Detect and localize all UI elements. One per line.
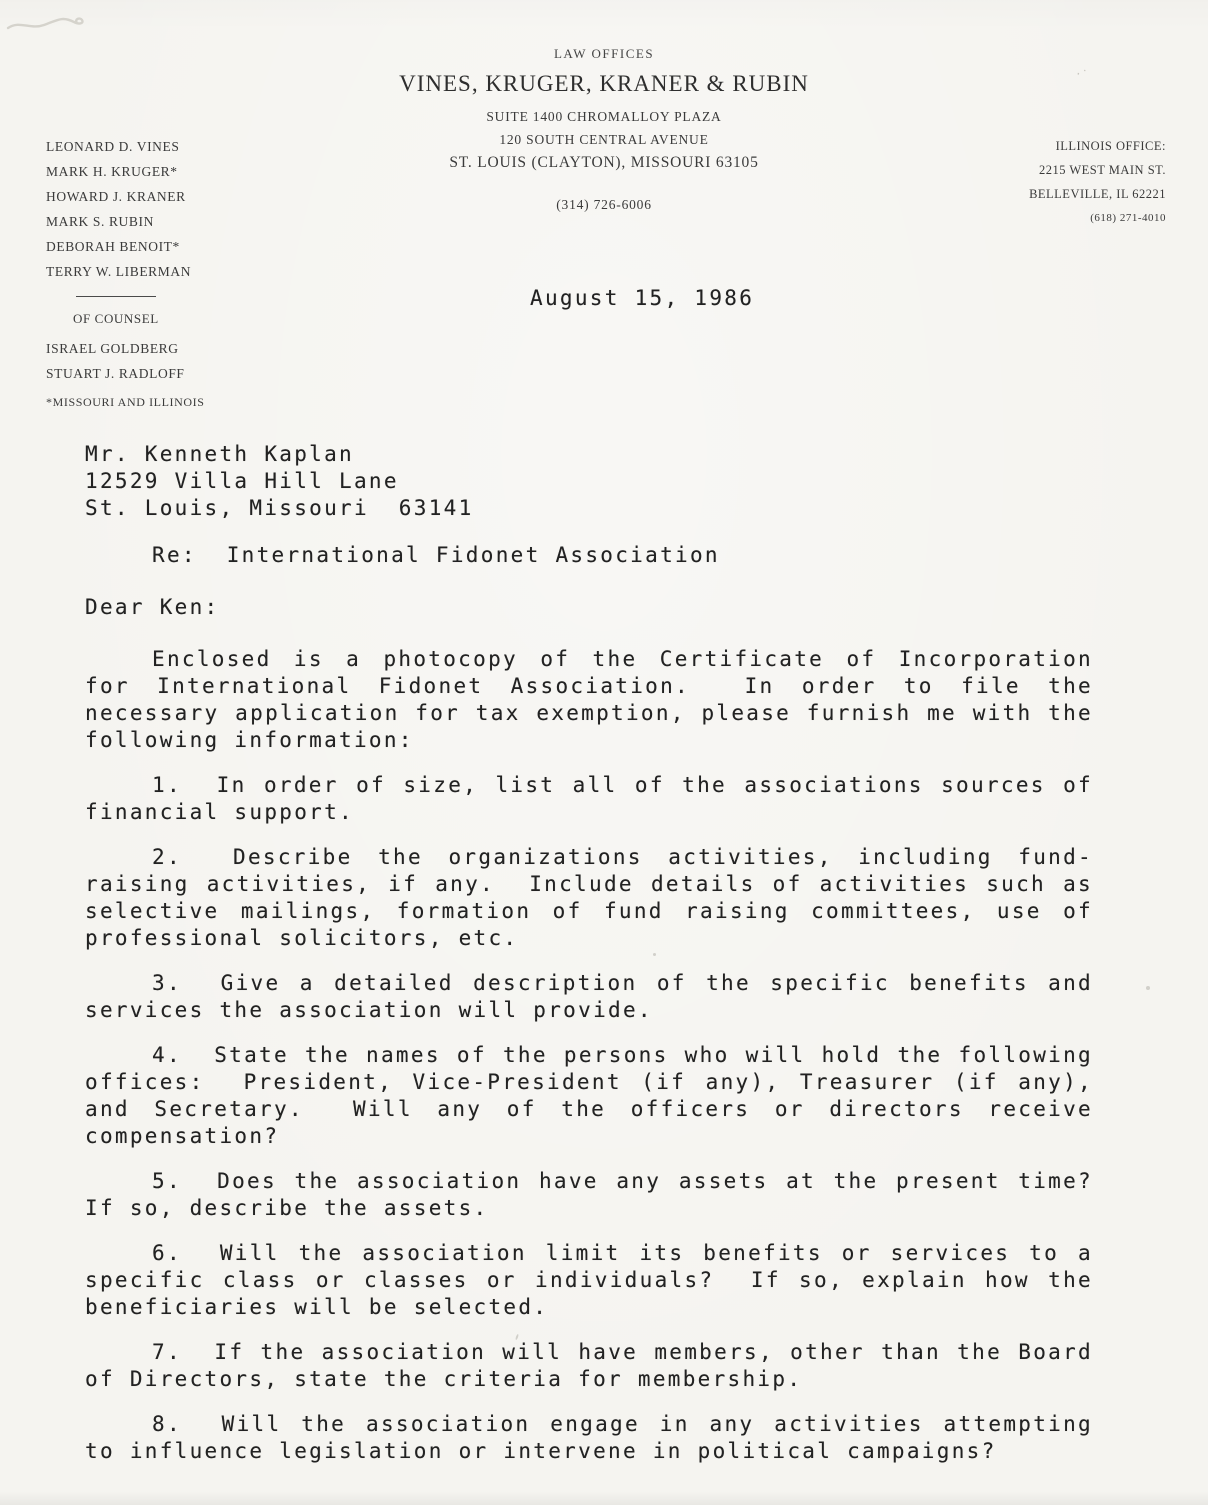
illinois-office-city: BELLEVILLE, IL 62221 [1029,187,1166,201]
law-offices-label: LAW OFFICES [553,46,655,61]
recipient-address [85,441,1093,522]
attorney-name: LEONARD D. VINES [46,139,180,154]
attorney-name: MARK S. RUBIN [46,214,154,229]
bar-admission-note: *MISSOURI AND ILLINOIS [46,395,205,409]
body-paragraph-item-5: 5. Does the association have any assets at the present time? If so, describe the assets. [85,1169,1093,1220]
letter-body [85,441,1093,1465]
body-paragraph-item-6: 6. Will the association limit its benefits or services to a specific class or classes or individuals? If so, explain how the beneficiaries will be selected. [85,1241,1093,1319]
body-paragraph-item-1: 1. In order of size, list all of the associations sources of financial support. [85,773,1093,824]
illinois-office-street: 2215 WEST MAIN ST. [1038,163,1166,177]
body-paragraph-item-8: 8. Will the association engage in any activities attempting to influence legislation or intervene in political campaigns? [85,1412,1093,1463]
body-paragraph-item-2: 2. Describe the organizations activities, including fund-raising activities, if any. Include details of activities such as selective mailings, formation of fund raising committees, use of professional solicitors, etc. [85,845,1093,950]
of-counsel-name: ISRAEL GOLDBERG [46,341,179,356]
body-paragraph-item-7: 7. If the association will have members, other than the Board of Directors, state the criteria for membership. [85,1340,1093,1391]
date-line: August 15, 1986 [530,286,755,310]
recipient-line: St. Louis, Missouri 63141 [85,496,474,520]
of-counsel-name: STUART J. RADLOFF [46,366,185,381]
recipient-line: Mr. Kenneth Kaplan [85,442,354,466]
of-counsel-label: OF COUNSEL [73,311,159,326]
salutation: Dear Ken: [85,595,220,619]
body-paragraph-item-4: 4. State the names of the persons who will hold the following offices: President, Vice-President (if any), Treasurer (if any), and Secretary. Will any of the officers or directors receive compensation? [85,1043,1093,1148]
illinois-office-label: ILLINOIS OFFICE: [1055,139,1166,153]
pencil-scribble-mark [4,6,104,42]
re-line: Re: International Fidonet Association [152,543,720,567]
illinois-office-block [1029,134,1166,230]
letterhead-suite-line: SUITE 1400 CHROMALLOY PLAZA [486,109,722,124]
of-counsel-divider [76,296,156,297]
scan-speck [1146,986,1150,990]
attorney-name: DEBORAH BENOIT* [46,239,180,254]
attorney-name: MARK H. KRUGER* [46,164,178,179]
letterhead-street-line: 120 SOUTH CENTRAL AVENUE [499,132,709,147]
attorney-name: TERRY W. LIBERMAN [46,264,192,279]
attorney-name: HOWARD J. KRANER [46,189,186,204]
attorney-list [46,134,205,415]
firm-name: VINES, KRUGER, KRANER & RUBIN [399,71,809,96]
stray-ink-mark: ·˙ [1074,66,1089,85]
letterhead-city-line: ST. LOUIS (CLAYTON), MISSOURI 63105 [449,154,759,171]
body-paragraph: Enclosed is a photocopy of the Certificate of Incorporation for International Fidonet Association. In order to file the necessary application for tax exemption, please furnish me with the following information: [85,647,1093,752]
illinois-office-phone: (618) 271-4010 [1090,212,1166,224]
letterhead-phone: (314) 726-6006 [556,197,652,212]
body-paragraph-item-3: 3. Give a detailed description of the specific benefits and services the association will provide. [85,971,1093,1022]
recipient-line: 12529 Villa Hill Lane [85,469,399,493]
